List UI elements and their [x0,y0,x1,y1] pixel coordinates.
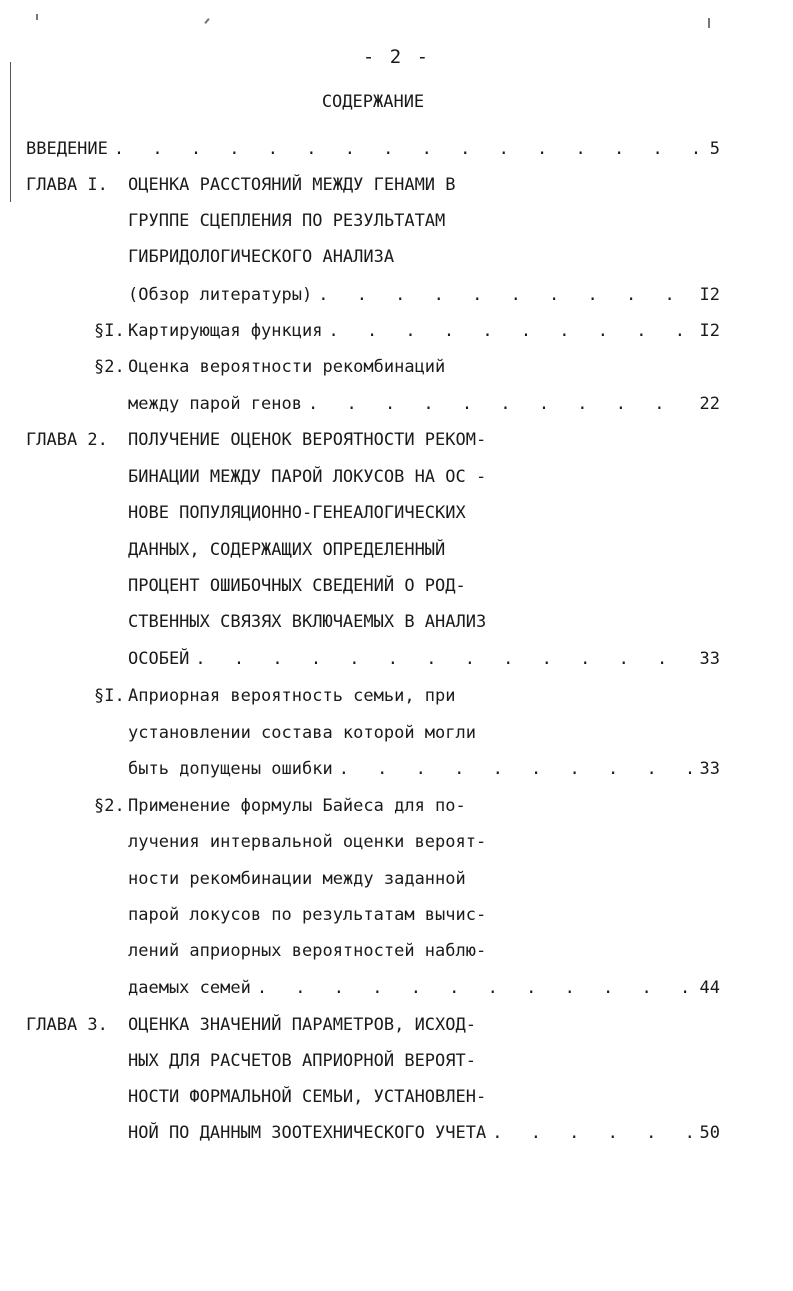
dot-leader [114,136,704,162]
toc-entry-section[interactable] [128,318,720,344]
toc-page-number: 50 [699,1123,720,1143]
toc-entry-label: ВВЕДЕНИЕ [26,139,108,159]
toc-page-number: 22 [699,394,720,414]
toc-entry-chapter-3[interactable] [128,1120,720,1146]
dot-leader [339,756,694,782]
toc-entry-section[interactable] [128,975,720,1001]
toc-entry-intro[interactable] [26,136,720,162]
chapter-title-line[interactable]: ГИБРИДОЛОГИЧЕСКОГО АНАЛИЗА [128,247,395,267]
chapter-title-line[interactable]: СТВЕННЫХ СВЯЗЯХ ВКЛЮЧАЕМЫХ В АНАЛИЗ [128,612,487,632]
dot-leader [328,318,693,344]
toc-entry-label: Картирующая функция [128,321,323,341]
chapter-title-line[interactable]: ДАННЫХ, СОДЕРЖАЩИХ ОПРЕДЕЛЕННЫЙ [128,540,446,560]
scan-speck [708,18,710,28]
chapter-title-line[interactable]: ПРОЦЕНТ ОШИБОЧНЫХ СВЕДЕНИЙ О РОД- [128,576,466,596]
chapter-title-line[interactable]: ОЦЕНКА ЗНАЧЕНИЙ ПАРАМЕТРОВ, ИСХОД- [128,1015,476,1035]
section-title-line[interactable]: парой локусов по результатам вычис- [128,905,487,925]
dot-leader [257,975,694,1001]
scan-speck [36,14,38,20]
toc-entry-label: даемых семей [128,978,251,998]
toc-entry-chapter-2[interactable] [128,646,720,672]
toc-entry-label: быть допущены ошибки [128,759,333,779]
chapter-label: ГЛАВА 3. [26,1015,108,1035]
chapter-label: ГЛАВА 2. [26,430,108,450]
scan-margin-line [10,62,11,202]
dot-leader [318,282,693,308]
section-title-line[interactable]: Оценка вероятности рекомбинаций [128,357,446,377]
chapter-title-line[interactable]: ОЦЕНКА РАССТОЯНИЙ МЕЖДУ ГЕНАМИ В [128,175,456,195]
chapter-title-line[interactable]: ПОЛУЧЕНИЕ ОЦЕНОК ВЕРОЯТНОСТИ РЕКОМ- [128,430,487,450]
chapter-label: ГЛАВА I. [26,175,108,195]
dot-leader [492,1120,693,1146]
toc-page-number: 33 [699,649,720,669]
section-title-line[interactable]: ности рекомбинации между заданной [128,869,466,889]
section-number: §I. [94,321,125,341]
toc-page-number: I2 [699,285,720,305]
section-number: §2. [94,796,125,816]
toc-entry-section[interactable] [128,756,720,782]
toc-page-number: I2 [699,321,720,341]
toc-entry-section[interactable] [128,391,720,417]
section-title-line[interactable]: установлении состава которой могли [128,723,476,743]
chapter-title-line[interactable]: НОСТИ ФОРМАЛЬНОЙ СЕМЬИ, УСТАНОВЛЕН- [128,1087,487,1107]
toc-entry-label: ОСОБЕЙ [128,649,190,669]
section-number: §I. [94,686,125,706]
toc-entry-chapter-1[interactable] [128,282,720,308]
chapter-title-line[interactable]: НЫХ ДЛЯ РАСЧЕТОВ АПРИОРНОЙ ВЕРОЯТ- [128,1051,476,1071]
section-title-line[interactable]: Априорная вероятность семьи, при [128,686,456,706]
dot-leader [195,646,693,672]
toc-entry-label: НОЙ ПО ДАННЫМ ЗООТЕХНИЧЕСКОГО УЧЕТА [128,1123,487,1143]
chapter-title-line[interactable]: БИНАЦИИ МЕЖДУ ПАРОЙ ЛОКУСОВ НА ОС - [128,467,487,487]
chapter-title-line[interactable]: ГРУППЕ СЦЕПЛЕНИЯ ПО РЕЗУЛЬТАТАМ [128,211,446,231]
toc-page-number: 44 [699,978,720,998]
page-title: СОДЕРЖАНИЕ [321,92,425,112]
section-title-line[interactable]: лучения интервальной оценки вероят- [128,832,487,852]
chapter-title-line[interactable]: НОВЕ ПОПУЛЯЦИОННО-ГЕНЕАЛОГИЧЕСКИХ [128,503,466,523]
scan-speck [204,18,209,24]
toc-entry-label: между парой генов [128,394,302,414]
toc-page-number: 33 [699,759,720,779]
section-title-line[interactable]: лений априорных вероятностей наблю- [128,941,487,961]
section-title-line[interactable]: Применение формулы Байеса для по- [128,796,466,816]
dot-leader [308,391,694,417]
toc-page-number: 5 [709,139,720,159]
toc-entry-label: (Обзор литературы) [128,285,313,305]
page-number: - 2 - [362,46,431,68]
section-number: §2. [94,357,125,377]
